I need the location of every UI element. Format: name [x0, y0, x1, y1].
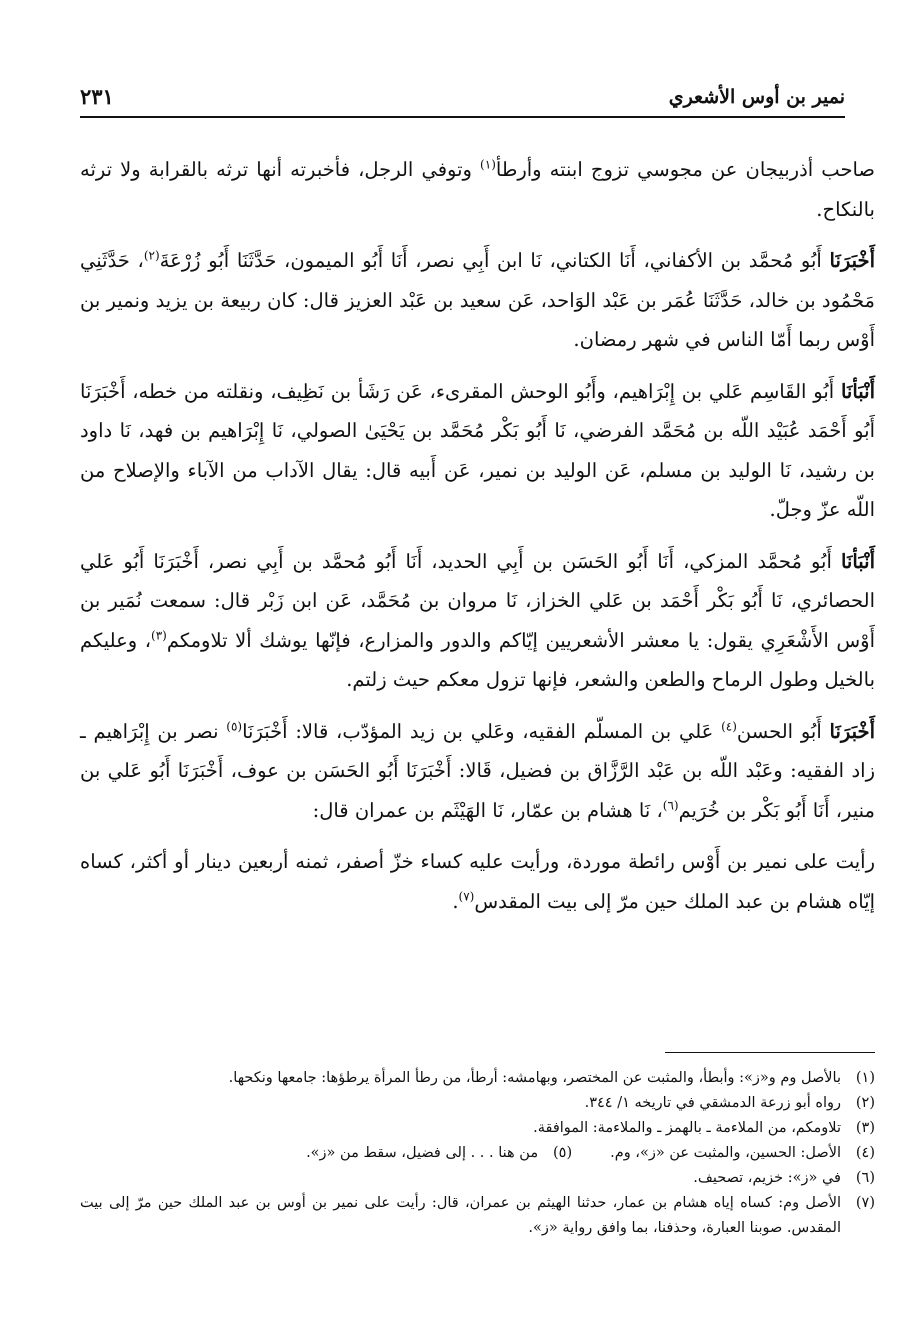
paragraph-text: ، حَدَّثَنِي مَحْمُود بن خالد، حَدَّثَنَا عُمَر بن عَبْد الوَاحد، عَن سعيد بن عَبْد العزيز قال: كان ربيعة بن يزيد ونمير بن أَوْس ربما أَمّا الناس في شهر رمضان.	[80, 249, 875, 351]
footnote-number: (٧)	[855, 1195, 875, 1211]
footnote-number: (٣)	[855, 1120, 875, 1136]
footnote-text: رواه أبو زرعة الدمشقي في تاريخه ١/ ٣٤٤.	[584, 1095, 841, 1111]
footnote-number: (٤)	[855, 1145, 875, 1161]
footnote-2	[80, 1091, 875, 1116]
paragraph-text: عَلي بن المسلّم الفقيه، وعَلي بن زيد المؤدّب، قالا: أَخْبَرَنَا	[242, 719, 722, 743]
footnote-ref-3: (٣)	[151, 628, 167, 642]
footnote-6	[80, 1166, 875, 1191]
footnote-text: من هنا . . . إلى فضيل، سقط من «ز».	[306, 1145, 539, 1161]
paragraph-text: ، وعليكم بالخيل وطول الرماح والطعن والشعر، فإنها تزول معكم حيث زلتم.	[80, 628, 875, 691]
main-text	[80, 150, 875, 933]
footnote-number: (٥)	[552, 1145, 573, 1161]
paragraph-text: صاحب أذربيجان عن مجوسي تزوج ابنته وأرطأ	[495, 158, 875, 181]
paragraph-5	[80, 712, 875, 831]
isnad-lead: أَخْبَرَنَا	[829, 719, 875, 743]
page-number: ٢٣١	[80, 84, 114, 109]
footnote-ref-5: (٥)	[226, 719, 243, 733]
footnote-number: (٢)	[855, 1095, 875, 1111]
footnote-7	[80, 1191, 875, 1241]
paragraph-4	[80, 542, 875, 700]
isnad-lead: أَنْبَأنَا	[840, 379, 875, 403]
isnad-lead: أَخْبَرَنَا	[829, 249, 875, 272]
paragraph-text: رأيت على نمير بن أَوْس رائطة موردة، ورأيت عليه كساء خزّ أصفر، ثمنه أربعين دينار أو أكثر، كساه إيّاه هشام بن عبد الملك حين مرّ إلى بيت المقدس	[80, 850, 875, 913]
footnotes	[80, 1066, 875, 1241]
footnote-ref-2: (٢)	[143, 248, 160, 263]
footnote-number: (١)	[855, 1070, 875, 1086]
footnote-3	[80, 1116, 875, 1141]
isnad-lead: أَنْبَأنَا	[840, 549, 875, 573]
footnote-number: (٦)	[855, 1170, 875, 1186]
paragraph-1	[80, 150, 875, 229]
running-title: نمير بن أوس الأشعري	[668, 86, 845, 108]
footnote-ref-7: (٧)	[458, 889, 475, 903]
paragraph-text: .	[452, 889, 459, 913]
footnote-text: الأصل: الحسين، والمثبت عن «ز»، وم.	[610, 1145, 841, 1161]
paragraph-text: أَبُو الحسن	[736, 719, 830, 743]
paragraph-text: وتوفي الرجل، فأخبرته أنها ترثه بالقرابة ولا ترثه بالنكاح.	[80, 158, 875, 221]
footnote-ref-6: (٦)	[662, 798, 679, 812]
footnote-1	[80, 1066, 875, 1091]
paragraph-text: أَبُو مُحمَّد المزكي، أَنَا أَبُو الحَسَن بن أَبِي الحديد، أَنَا أَبُو مُحمَّد بن أَبِي نصر، أَخْبَرَنَا أَبُو عَلي الحصائري، نَا أَبُو بَكْر أَحْمَد بن عَلي الخزاز، نَا مروان بن مُحَمَّد، عَن ابن زَبْر قال: سمعت نُمَير بن أَوْس الأَشْعَرِي يقول: يا معشر الأشعريين إيّاكم والدور والمزارع، فإنّها يوشك ألا تلاومكم	[80, 549, 875, 652]
paragraph-text: أَبُو مُحمَّد بن الأكفاني، أَنَا الكتاني، نَا ابن أَبِي نصر، أَنَا أَبُو الميمون، حَدَّثَنَا أَبُو زُرْعَةَ	[159, 249, 830, 272]
paragraph-text: أَبُو القَاسِم عَلي بن إِبْرَاهيم، وأَبُو الوحش المقرىء، عَن رَشَأ بن نَظِيف، ونقلته من خطه، أَخْبَرَنَا أَبُو أَحْمَد عُبَيْد اللّه بن مُحَمَّد الفرضي، نَا أَبُو بَكْر مُحَمَّد بن يَحْيَىٰ الصولي، نَا إِبْرَاهيم بن فهد، نَا داود بن رشيد، نَا الوليد بن مسلم، عَن الوليد بن نمير، عَن أَبيه قال: يقال الآداب من الآباء والإصلاح من اللّه عزّ وجلّ.	[80, 379, 875, 521]
footnote-ref-1: (١)	[480, 157, 496, 172]
paragraph-text: ، نَا هشام بن عمّار، نَا الهَيْثَم بن عمران قال:	[312, 798, 663, 822]
footnote-separator	[665, 1052, 875, 1053]
paragraph-3	[80, 372, 875, 530]
footnote-ref-4: (٤)	[721, 719, 737, 733]
footnote-4-5	[80, 1141, 875, 1166]
page-header	[80, 82, 845, 118]
footnote-text: تلاومكم، من الملاءمة ـ بالهمز ـ والملاءمة: الموافقة.	[533, 1120, 841, 1136]
footnote-text: الأصل وم: كساه إياه هشام بن عمار، حدثنا الهيثم بن عمران، قال: رأيت على نمير بن أوس بن عبد الملك حين مرّ إلى بيت المقدس. صوبنا العبارة، وحذفنا، بما وافق رواية «ز».	[80, 1195, 841, 1236]
paragraph-2	[80, 241, 875, 360]
paragraph-6	[80, 842, 875, 921]
footnote-text: بالأصل وم و«ز»: وأبطأ، والمثبت عن المختصر، وبهامشه: أرطأ، من رطأ المرأة يرطؤها: جامعها ونكحها.	[228, 1070, 841, 1086]
footnote-text: في «ز»: خزيم، تصحيف.	[693, 1170, 841, 1186]
paragraph-text: نصر بن إِبْرَاهيم ـ زاد الفقيه: وعَبْد اللّه بن عَبْد الرَّزَّاق بن فضيل، قَالا: أَخْبَرَنَا أَبُو الحَسَن بن عوف، أَخْبَرَنَا أَبُو عَلي بن منير، أَنَا أَبُو بَكْر بن خُرَيم	[80, 719, 875, 822]
